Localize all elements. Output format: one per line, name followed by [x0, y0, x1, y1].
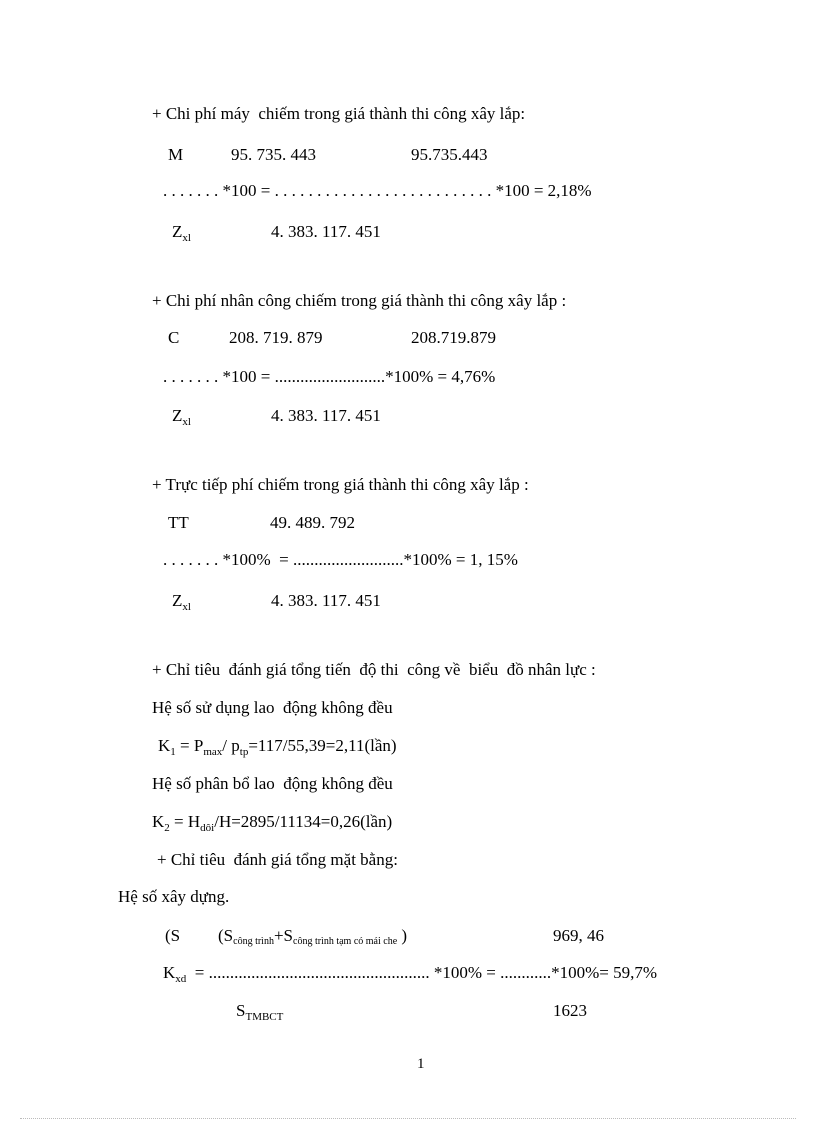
labor-cost-heading: + Chi phí nhân công chiếm trong giá thành thi công xây lắp :	[152, 291, 567, 310]
machine-formula-line: . . . . . . . *100 = . . . . . . . . . . . . . . . . . . . . . . . . . . *100 = 2,18%	[163, 181, 592, 200]
labor-denominator-label: $Z_{xl}$	[172, 406, 191, 428]
labor-denominator-value: 4. 383. 117. 451	[271, 406, 381, 425]
direct-denominator-label: $Z_{xl}$	[172, 591, 191, 613]
site-denominator-value: 1623	[553, 1001, 587, 1020]
machine-numerator-value: 95. 735. 443	[231, 145, 316, 164]
site-s-value: 969, 46	[553, 926, 604, 945]
direct-numerator-label: TT	[168, 513, 189, 532]
k2-formula: $K_2$ = $H_{dôi}/H=2895/11134=0,26(lần)$	[152, 812, 393, 834]
kxd-formula: $K_{xd}$ = .................................................... *100% = ............*100%= 59,7%	[163, 963, 658, 985]
page-bottom-divider	[20, 1118, 796, 1119]
k2-title: Hệ số phân bổ lao động không đều	[152, 774, 393, 793]
direct-denominator-value: 4. 383. 117. 451	[271, 591, 381, 610]
direct-numerator-value: 49. 489. 792	[270, 513, 355, 532]
site-coef-title: Hệ số xây dựng.	[118, 887, 230, 906]
labor-formula-line: . . . . . . . *100 = ..........................*100% = 4,76%	[163, 367, 496, 386]
machine-denominator-label: $Z_{xl}$	[172, 222, 191, 244]
machine-numerator-label: M	[168, 145, 184, 164]
direct-cost-heading: + Trực tiếp phí chiếm trong giá thành thi công xây lắp :	[152, 475, 529, 494]
progress-heading: + Chỉ tiêu đánh giá tổng tiến độ thi công về biểu đồ nhân lực :	[152, 660, 596, 679]
site-heading: + Chỉ tiêu đánh giá tổng mặt bằng:	[157, 850, 398, 869]
site-denominator: $S_{TMBCT}$	[236, 1001, 284, 1023]
page-number: 1	[417, 1056, 425, 1072]
machine-numerator-value-2: 95.735.443	[411, 145, 488, 164]
site-s-expression: (Scông trình+Scông trình tạm có mái che )	[218, 926, 408, 947]
k1-formula: $K_1 = P_{max}/$ $p_{tp}=117/55,39=2,11(lần)$	[158, 736, 397, 758]
labor-numerator-value-2: 208.719.879	[411, 328, 496, 347]
machine-cost-heading: + Chi phí máy chiếm trong giá thành thi công xây lắp:	[152, 104, 526, 123]
labor-numerator-value: 208. 719. 879	[229, 328, 323, 347]
direct-formula-line: . . . . . . . *100% = ..........................*100% = 1, 15%	[163, 550, 518, 569]
labor-numerator-label: C	[168, 328, 180, 347]
machine-denominator-value: 4. 383. 117. 451	[271, 222, 381, 241]
site-s-open: (S	[165, 926, 181, 945]
k1-title: Hệ số sử dụng lao động không đều	[152, 698, 393, 717]
